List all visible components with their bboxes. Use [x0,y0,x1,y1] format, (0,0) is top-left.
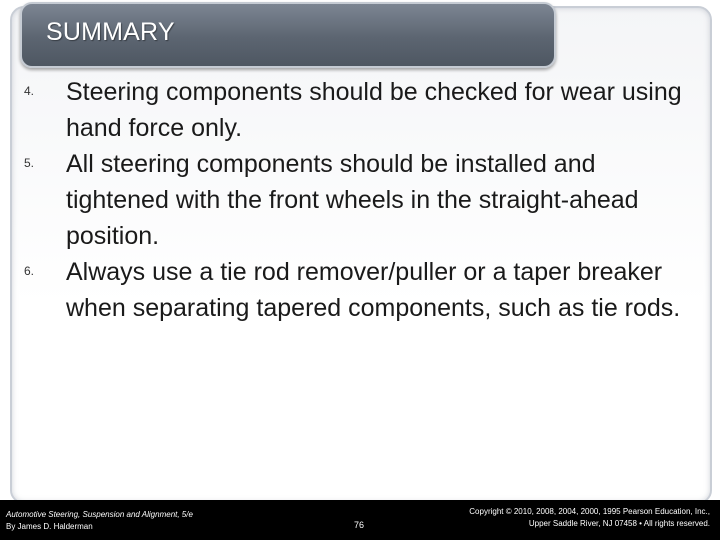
book-title: Automotive Steering, Suspension and Alignment, 5/e [6,510,193,519]
copyright-line-2: Upper Saddle River, NJ 07458 • All rights reserved. [528,519,710,528]
footer-bar [0,500,720,540]
slide-title: SUMMARY [46,18,175,46]
summary-list [20,74,700,326]
item-text: All steering components should be installed and tightened with the front wheels in the straight-ahead position. [66,150,639,250]
item-number: 6. [24,264,35,278]
title-banner [20,2,556,68]
item-number: 4. [24,84,35,98]
list-item [20,74,700,146]
footer-copyright [469,506,710,530]
book-author: By James D. Halderman [6,522,93,531]
list-item [20,146,700,254]
item-text: Always use a tie rod remover/puller or a taper breaker when separating tapered components, such as tie rods. [66,258,681,322]
list-item [20,254,700,326]
footer-book-info [6,509,193,533]
page-number: 76 [354,520,365,530]
copyright-line-1: Copyright © 2010, 2008, 2004, 2000, 1995 Pearson Education, Inc., [469,507,710,516]
item-text: Steering components should be checked for wear using hand force only. [66,78,682,142]
item-number: 5. [24,156,35,170]
